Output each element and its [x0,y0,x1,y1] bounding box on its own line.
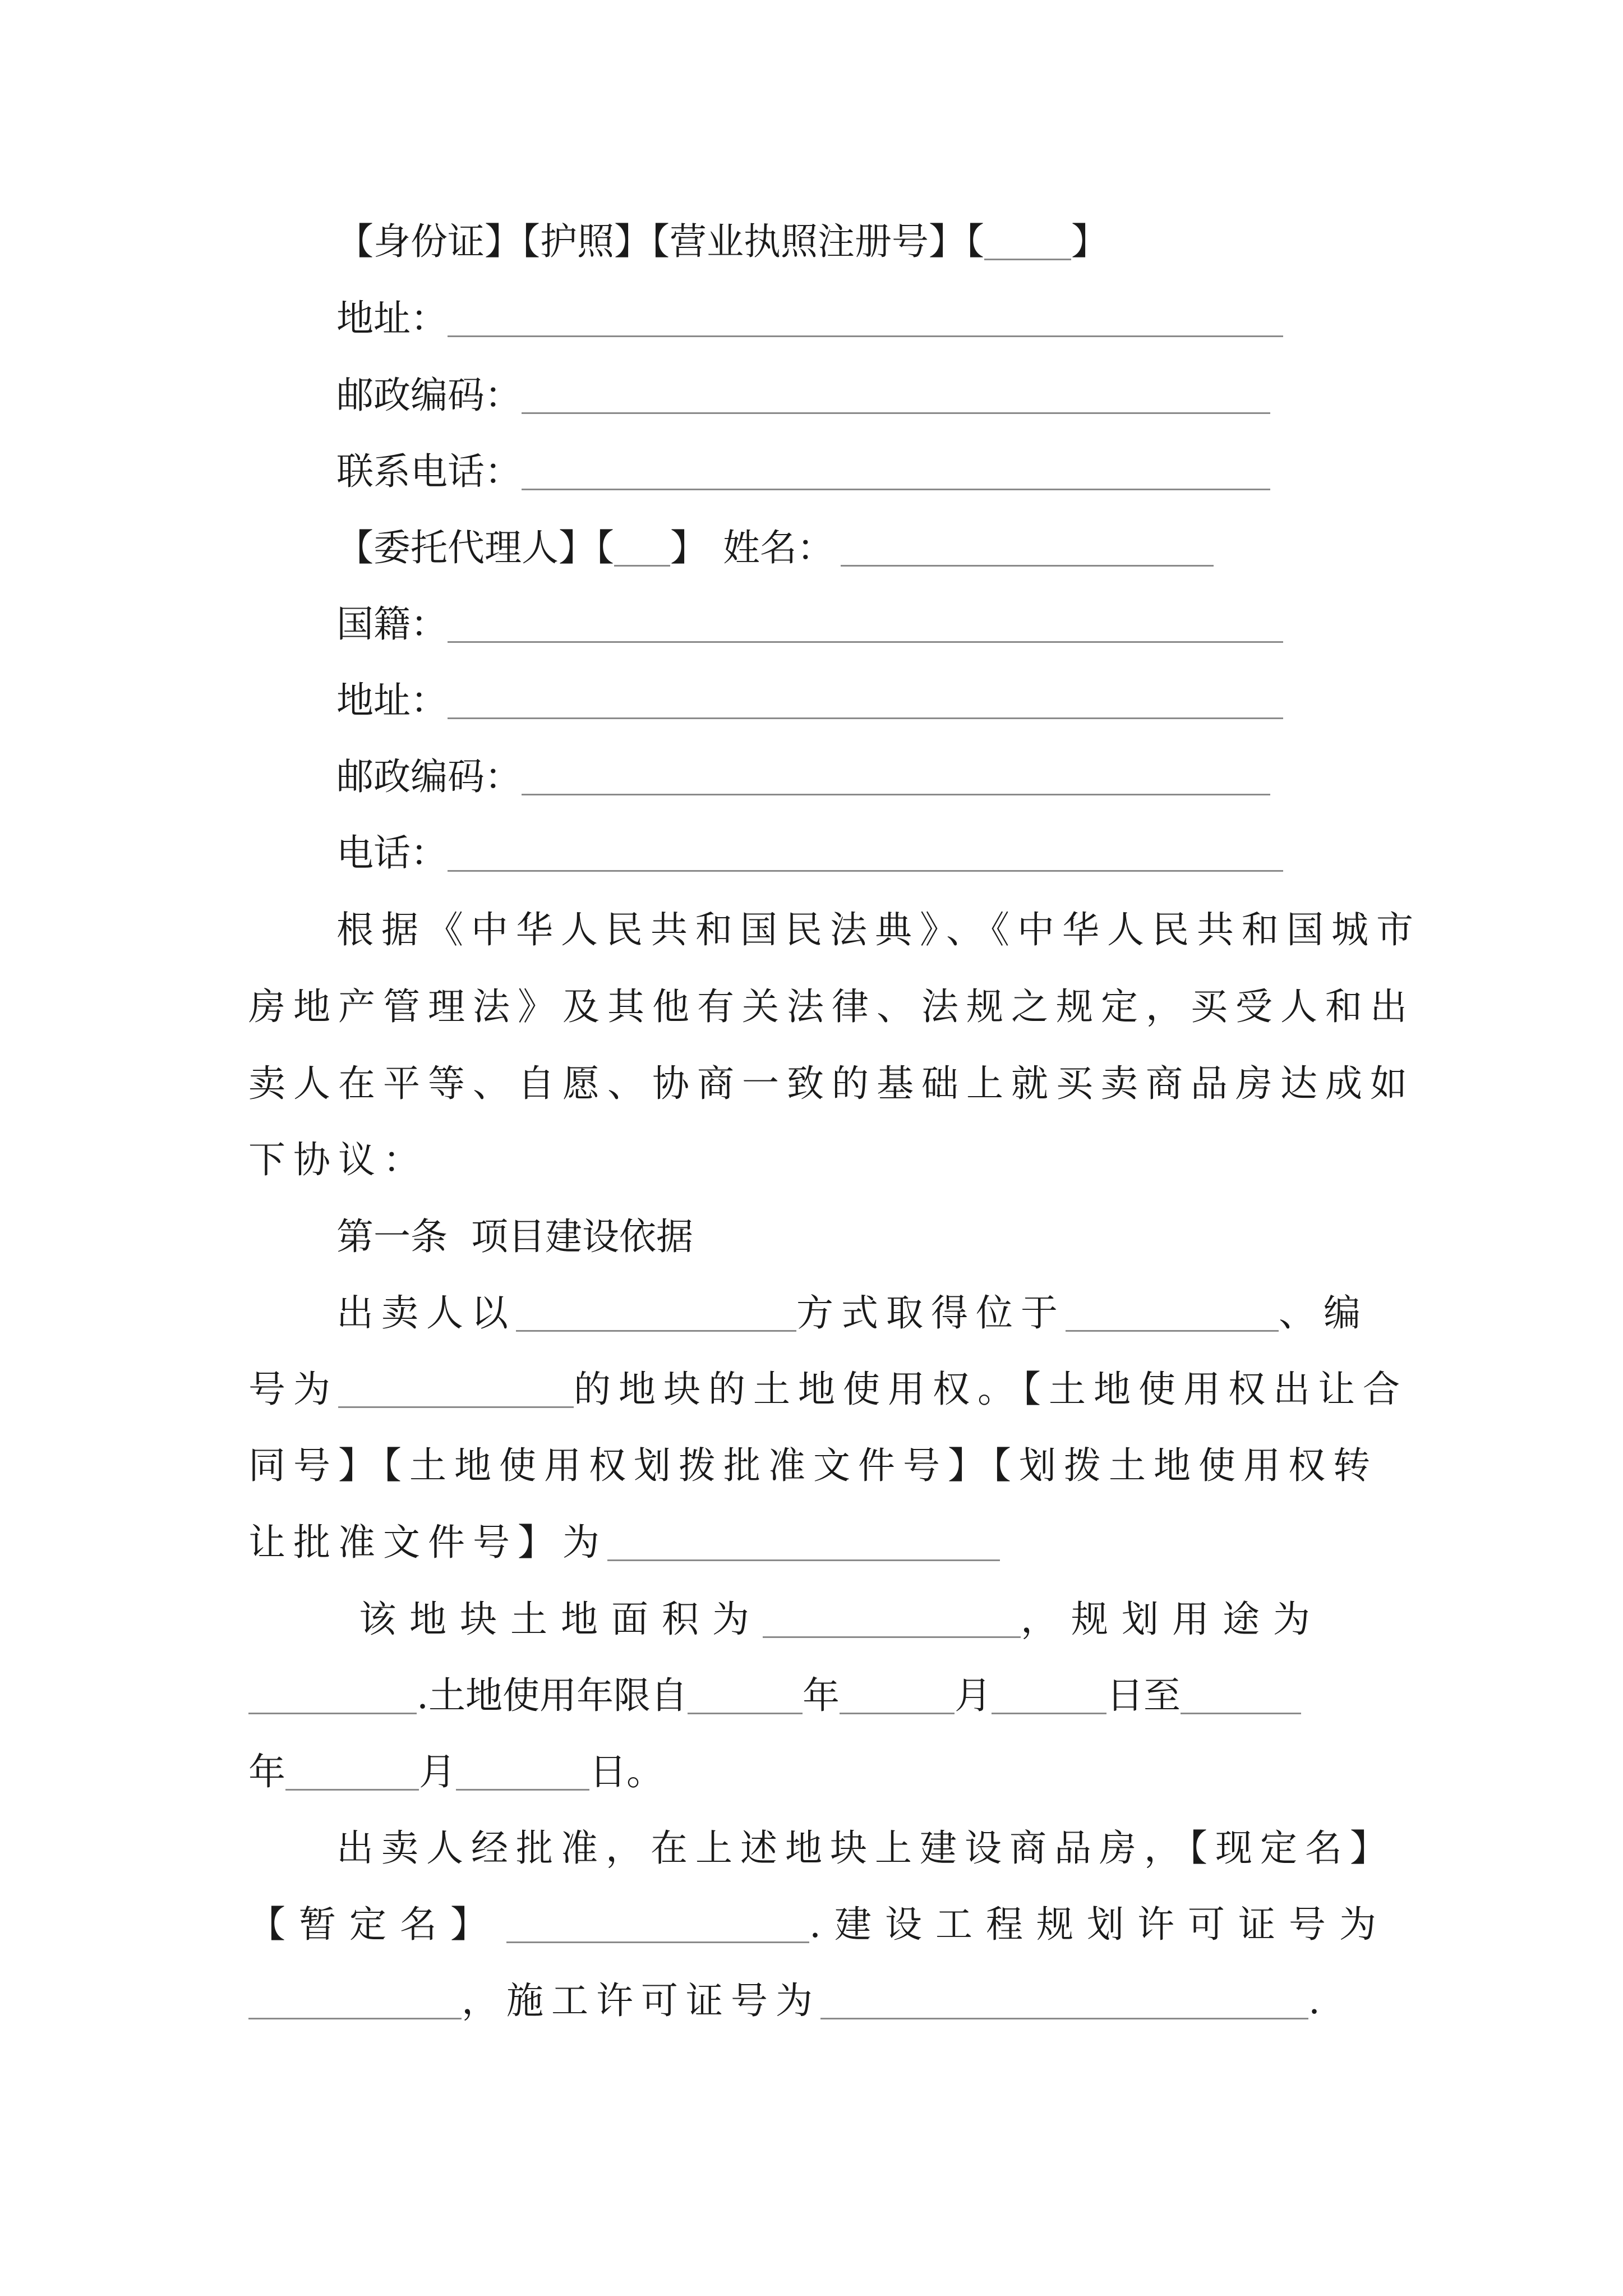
postcode-line [336,374,1270,417]
end-day-blank[interactable] [456,1756,589,1791]
article1-p3-line3 [248,1979,1320,2022]
end-day-unit: 日。 [589,1750,663,1793]
address-label: 地址： [336,297,448,340]
nationality-line [336,602,1283,646]
article1-p3-line1: 出卖人经批准，在上述地块上建设商品房，【现定名】 [336,1826,1395,1870]
id-types-close: 】 [1071,220,1108,263]
nationality-label: 国籍： [336,602,448,646]
agent-phone-label: 电话： [336,831,448,875]
nationality-blank[interactable] [448,609,1283,643]
term-from-label: .土地使用年限自 [417,1674,688,1717]
agent-address-line [336,679,1283,722]
start-year-blank[interactable] [688,1680,803,1714]
article1-p1-line4 [248,1521,1000,1564]
agent-phone-line [336,831,1283,875]
end-month-blank[interactable] [285,1756,419,1791]
id-types-label: 【身份证】【护照】【营业执照注册号】【 [336,220,984,263]
agent-type-blank[interactable] [614,532,670,567]
article1-p2-line3 [248,1750,663,1793]
article1-p1-line3: 同号】【土地使用权划拨批准文件号】【划拨土地使用权转 [248,1444,1378,1487]
planning-permit-label: .建设工程规划许可证号为 [809,1903,1390,1946]
preamble-line-4: 下协议： [248,1138,428,1181]
start-month-unit: 月 [954,1674,992,1717]
agent-name-label: 姓名： [723,526,834,569]
planning-permit-blank[interactable] [248,1985,462,2019]
planned-use-blank[interactable] [248,1680,417,1714]
phone-label: 联系电话： [336,450,522,493]
article1-p1-line1 [336,1291,1368,1335]
agent-label: 【委托代理人】【 [336,526,614,569]
parcel-number-blank[interactable] [338,1374,574,1408]
number-label-end: 号为 [248,1368,338,1411]
article1-p2-line1 [359,1598,1324,1641]
address-blank[interactable] [448,303,1283,337]
location-blank[interactable] [1066,1297,1279,1332]
end-year-unit: 年 [248,1750,285,1793]
end-month-unit: 月 [419,1750,456,1793]
construction-permit-blank[interactable] [820,1985,1308,2019]
preamble-line-2: 房地产管理法》及其他有关法律、法规之规定，买受人和出 [248,985,1415,1028]
agent-address-blank[interactable] [448,685,1283,719]
temporary-name-label: 【暂定名】 [248,1903,501,1946]
agent-close: 】 [670,526,707,569]
land-area-label: 该地块土地面积为 [359,1598,763,1641]
final-period: . [1308,1979,1320,2022]
start-day-blank[interactable] [992,1680,1106,1714]
phone-line [336,450,1270,493]
construction-permit-label: ，施工许可证号为 [462,1979,820,2022]
article1-p2-line2 [248,1674,1301,1717]
end-year-blank[interactable] [1181,1680,1301,1714]
address-line [336,297,1283,340]
agent-postcode-label: 邮政编码： [336,755,522,798]
phone-blank[interactable] [522,456,1270,490]
article1-p3-line2 [248,1903,1390,1946]
acquire-method-blank[interactable] [516,1297,796,1332]
acquire-by-label: 出卖人以 [336,1291,516,1335]
project-name-blank[interactable] [506,1909,809,1943]
agent-address-label: 地址： [336,679,448,722]
id-type-other-blank[interactable] [984,226,1071,260]
postcode-blank[interactable] [522,380,1270,414]
approval-doc-blank[interactable] [607,1527,1000,1561]
agent-line [336,526,1214,569]
start-month-blank[interactable] [840,1680,955,1714]
planned-use-label: ，规划用途为 [1021,1598,1324,1641]
postcode-label: 邮政编码： [336,374,522,417]
agent-phone-blank[interactable] [448,838,1283,872]
preamble-line-3: 卖人在平等、自愿、协商一致的基础上就买卖商品房达成如 [248,1062,1415,1105]
article1-p1-line2 [248,1368,1408,1411]
number-label-start: 、编 [1279,1291,1368,1335]
id-types-line [336,220,1108,263]
agent-postcode-line [336,755,1270,798]
agent-postcode-blank[interactable] [522,761,1270,795]
start-year-unit: 年 [802,1674,840,1717]
land-area-blank[interactable] [763,1604,1021,1638]
start-day-to-unit: 日至 [1106,1674,1181,1717]
located-at-label: 方式取得位于 [796,1291,1066,1335]
preamble-line-1: 根据《中华人民共和国民法典》、《中华人民共和国城市 [336,908,1421,951]
agent-name-blank[interactable] [841,532,1214,567]
approval-doc-label: 让批准文件号】为 [248,1521,607,1564]
article1-heading: 第一条 项目建设依据 [336,1215,693,1258]
land-use-right-text: 的地块的土地使用权。【土地使用权出让合 [574,1368,1408,1411]
